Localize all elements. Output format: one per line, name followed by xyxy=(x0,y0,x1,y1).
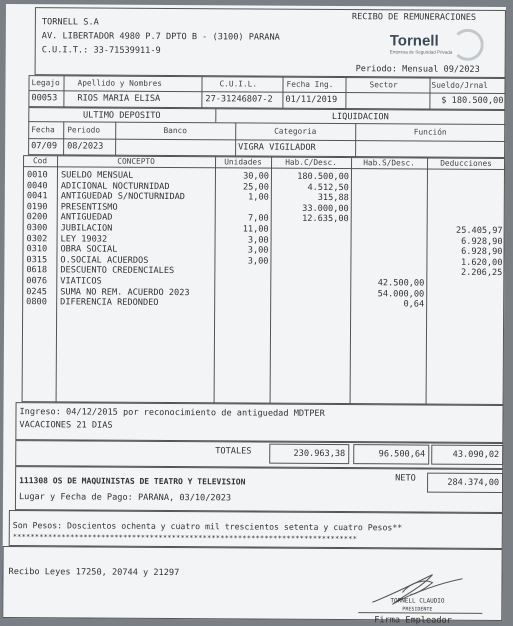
row-concepto: O.SOCIAL ACUERDOS xyxy=(60,255,149,266)
funcion-header: Función xyxy=(413,127,447,137)
salary-receipt xyxy=(2,4,506,626)
row-unidades: 7,00 xyxy=(247,213,269,224)
row-cod: 0245 xyxy=(26,286,47,297)
row-hab-c: 315,88 xyxy=(317,193,349,204)
name-value: RIOS MARIA ELISA xyxy=(77,93,161,104)
receipt-title: RECIBO DE REMUNERACIONES xyxy=(351,12,477,23)
row-concepto: PRESENTISMO xyxy=(60,202,118,213)
row-cod: 0076 xyxy=(26,276,48,287)
laws-text: Recibo Leyes 17250, 20744 y 21297 xyxy=(8,567,180,579)
row-unidades: 25,00 xyxy=(242,182,269,193)
row-hab-s: 0,64 xyxy=(403,299,425,310)
row-unidades: 3,00 xyxy=(247,256,269,267)
row-unidades: 3,00 xyxy=(247,245,269,256)
salary-value: $ 180.500,00 xyxy=(441,95,504,107)
concepto-header: CONCEPTO xyxy=(117,156,155,166)
receipt-period: Periodo: Mensual 09/2023 xyxy=(355,64,480,75)
tornell-logo: Tornell xyxy=(389,32,439,50)
notes-line-2: VACACIONES 21 DIAS xyxy=(19,420,113,431)
row-concepto: ANTIGUEDAD xyxy=(60,212,113,224)
row-deducciones: 1.620,00 xyxy=(460,257,503,268)
categoria-header: Categoria xyxy=(274,126,317,136)
name-header: Apellido y Nombres xyxy=(77,78,163,88)
row-concepto: ANTIGUEDAD S/NOCTURNIDAD xyxy=(60,191,186,203)
salary-header: Sueldo/Jrnal xyxy=(431,80,488,90)
neto-value: 284.374,00 xyxy=(447,477,500,489)
row-concepto: LEY 19032 xyxy=(60,233,108,245)
fecha-value: 07/09 xyxy=(31,141,58,152)
row-concepto: ADICIONAL NOCTURNIDAD xyxy=(60,180,170,192)
neto-label: NETO xyxy=(395,473,416,484)
row-hab-s: 42.500,00 xyxy=(377,278,425,289)
totals-row xyxy=(15,440,503,469)
periodo-header: Periodo xyxy=(67,125,101,135)
row-concepto: OBRA SOCIAL xyxy=(60,244,118,255)
legajo-header: Legajo xyxy=(31,78,60,88)
row-cod: 0300 xyxy=(26,223,48,234)
firma-empleador-label: Firma Empleador xyxy=(374,615,452,626)
row-concepto: JUBILACION xyxy=(60,223,113,234)
row-cod: 0041 xyxy=(26,191,48,202)
obra-social: 111308 OS DE MAQUINISTAS DE TEATRO Y TELEVISION xyxy=(19,476,246,487)
row-cod: 0040 xyxy=(26,180,48,191)
categoria-value: VIGRA VIGILADOR xyxy=(238,142,316,153)
unidades-header: Unidades xyxy=(224,157,262,167)
periodo-value: 08/2023 xyxy=(67,141,104,152)
total-deducciones: 43.090,02 xyxy=(452,449,500,461)
hab-s-header: Hab.S/Desc. xyxy=(363,158,415,168)
row-concepto: DIFERENCIA REDONDEO xyxy=(60,297,159,309)
amount-stars: ****************************************************************************** xyxy=(12,533,358,544)
totales-label: TOTALES xyxy=(215,446,252,457)
date-value: 01/11/2019 xyxy=(285,94,338,106)
row-hab-c: 12.635,00 xyxy=(302,214,349,225)
row-cod: 0200 xyxy=(26,212,48,223)
row-deducciones: 2.206,25 xyxy=(460,268,503,279)
signer-name: TORNELL CLAUDIO xyxy=(390,597,445,605)
row-cod: 0315 xyxy=(26,254,48,266)
row-hab-c: 33.000,00 xyxy=(302,203,349,214)
employer-name: TORNELL S.A xyxy=(41,17,99,28)
row-unidades: 30,00 xyxy=(243,171,269,182)
row-unidades: 11,00 xyxy=(242,224,269,235)
row-hab-c: 180.500,00 xyxy=(297,171,349,183)
cuil-header: C.U.I.L. xyxy=(219,79,258,89)
row-cod: 0190 xyxy=(26,201,48,213)
row-cod: 0310 xyxy=(26,244,48,255)
employer-cuit: C.U.I.T.: 33-71539911-9 xyxy=(41,45,161,56)
row-deducciones: 25.405,97 xyxy=(456,225,503,237)
cod-header: Cod xyxy=(32,156,48,166)
total-hab-c: 230.963,38 xyxy=(293,448,346,460)
row-deducciones: 6.928,90 xyxy=(461,246,503,258)
employer-address: AV. LIBERTADOR 4980 P.7 DPTO B - (3100) PARANA xyxy=(41,31,280,43)
row-concepto: SUELDO MENSUAL xyxy=(60,170,134,181)
row-cod: 0010 xyxy=(26,170,48,181)
logo-mark-icon xyxy=(452,29,484,61)
amount-in-words: Son Pesos: Doscientos ochenta y cuatro mil trescientos setenta y cuatro Pesos** xyxy=(12,520,403,533)
row-cod: 0618 xyxy=(26,265,48,276)
row-hab-c: 4.512,50 xyxy=(307,182,349,193)
sector-header: Sector xyxy=(369,80,398,90)
row-unidades: 1,00 xyxy=(248,192,269,203)
notes-line-1: Ingreso: 04/12/2015 por reconocimiento de antiguedad MDTPER xyxy=(19,407,325,419)
row-cod: 0302 xyxy=(26,233,48,244)
cuil-value: 27-31246807-2 xyxy=(205,94,273,105)
liquidacion-header: LIQUIDACION xyxy=(331,111,389,123)
row-concepto: SUMA NO REM. ACUERDO 2023 xyxy=(60,286,190,298)
row-unidades: 3,00 xyxy=(247,235,269,246)
ultimo-deposito-header: ULTIMO DEPOSITO xyxy=(82,110,161,121)
row-concepto: VIATICOS xyxy=(60,276,102,287)
signer-role: PRESIDENTE xyxy=(402,606,433,613)
date-header: Fecha Ing. xyxy=(286,79,334,90)
payment-place-date: Lugar y Fecha de Pago: PARANA, 03/10/2023 xyxy=(18,492,232,504)
legajo-value: 00053 xyxy=(31,93,58,104)
hab-c-header: Hab.C/Desc. xyxy=(285,157,337,168)
row-concepto: DESCUENTO CREDENCIALES xyxy=(60,265,175,277)
total-hab-s: 96.500,64 xyxy=(378,449,426,460)
banco-header: Banco xyxy=(163,125,187,136)
row-hab-s: 54.000,00 xyxy=(377,288,425,300)
row-cod: 0800 xyxy=(26,297,47,308)
deducciones-header: Deducciones xyxy=(440,158,492,168)
fecha-header: Fecha xyxy=(31,125,55,135)
row-deducciones: 6.928,90 xyxy=(461,236,503,247)
tornell-tagline: Empresa de Seguridad Privada xyxy=(389,49,453,55)
